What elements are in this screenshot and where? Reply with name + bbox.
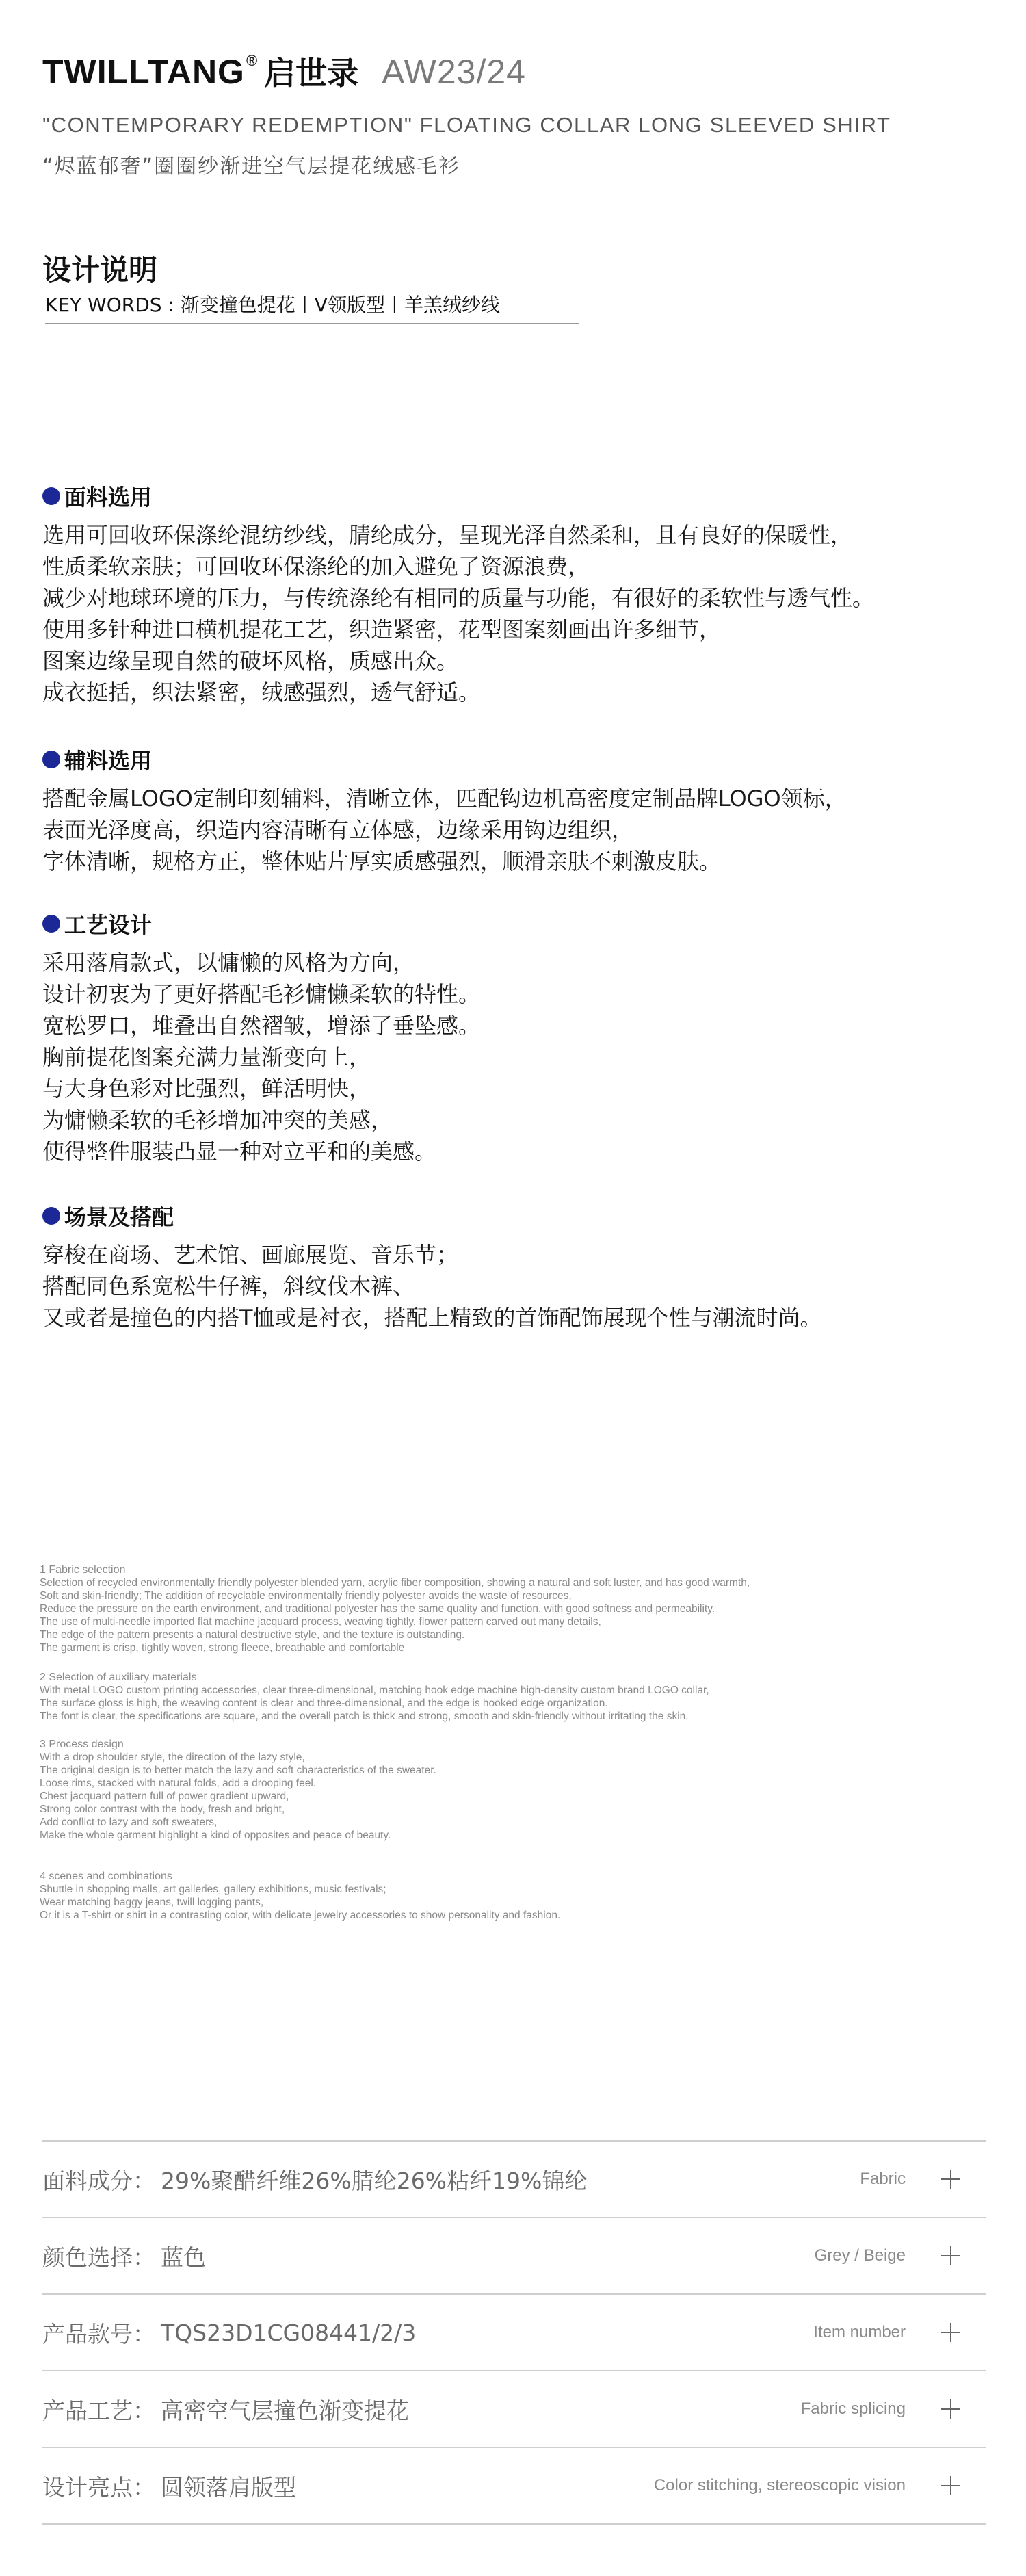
section-line: 穿梭在商场、艺术馆、画廊展览、音乐节； — [42, 1242, 459, 1268]
english-note-fabric — [40, 1563, 997, 1654]
section-line: 搭配金属LOGO定制印刻辅料，清晰立体，匹配钩边机高密度定制品牌LOGO领标， — [42, 785, 847, 811]
section-accessories — [42, 746, 986, 877]
plus-icon[interactable] — [941, 2476, 960, 2495]
section-line: 性质柔软亲肤；可回收环保涤纶的加入避免了资源浪费， — [42, 554, 590, 580]
section-line: 为慵懒柔软的毛衫增加冲突的美感， — [42, 1107, 393, 1133]
section-line: 表面光泽度高，织造内容清晰有立体感，边缘采用钩边组织， — [42, 817, 634, 843]
english-note-line: Loose rims, stacked with natural folds, add a drooping feel. — [40, 1778, 317, 1789]
english-note-heading: 2 Selection of auxiliary materials — [40, 1671, 197, 1683]
spec-value: TQS23D1CG08441/2/3 — [161, 2319, 417, 2346]
english-note-line: With a drop shoulder style, the direction of the lazy style, — [40, 1752, 305, 1763]
spec-value: 蓝色 — [161, 2243, 206, 2271]
section-line: 减少对地球环境的压力，与传统涤纶有相同的质量与功能，有很好的柔软性与透气性。 — [42, 585, 875, 611]
spec-english-label: Color stitching, stereoscopic vision — [653, 2476, 906, 2495]
english-note-line: Soft and skin-friendly; The addition of recyclable environmentally friendly polyester avoids the waste of resources, — [40, 1590, 572, 1602]
section-line: 使用多针种进口横机提花工艺，织造紧密，花型图案刻画出许多细节， — [42, 616, 722, 642]
english-note-line: The original design is to better match the lazy and soft characteristics of the sweater. — [40, 1765, 436, 1776]
spec-list — [42, 2140, 986, 2525]
english-note-line: Chest jacquard pattern full of power gradient upward, — [40, 1791, 289, 1802]
english-note-process — [40, 1738, 997, 1842]
spec-row-item-number[interactable] — [42, 2295, 986, 2371]
section-line: 又或者是撞色的内搭T恤或是衬衣，搭配上精致的首饰配饰展现个性与潮流时尚。 — [42, 1305, 822, 1331]
plus-icon[interactable] — [941, 2246, 960, 2265]
english-note-line: The font is clear, the specifications are square, and the overall patch is thick and strong, smooth and skin-friendly without irritating the skin. — [40, 1710, 689, 1722]
english-note-line: With metal LOGO custom printing accessories, clear three-dimensional, matching hook edge machine high-density custom brand LOGO collar, — [40, 1684, 709, 1696]
plus-icon[interactable] — [941, 2170, 960, 2189]
product-title-cn: “烬蓝郁奢”圈圈纱渐进空气层提花绒感毛衫 — [42, 155, 461, 179]
english-note-line: The surface gloss is high, the weaving content is clear and three-dimensional, and the edge is hooked edge organization. — [40, 1697, 608, 1709]
registered-mark: ® — [246, 52, 258, 69]
english-note-line: Reduce the pressure on the earth environment, and traditional polyester has the same quality and function, with good softness and permeability. — [40, 1603, 715, 1615]
english-note-line: Wear matching baggy jeans, twill logging pants, — [40, 1897, 264, 1908]
english-note-line: The garment is crisp, tightly woven, strong fleece, breathable and comfortable — [40, 1642, 405, 1654]
english-note-line: Or it is a T-shirt or shirt in a contrasting color, with delicate jewelry accessories to show personality and fashion. — [40, 1910, 561, 1921]
english-note-accessories — [40, 1671, 997, 1723]
english-note-line: Make the whole garment highlight a kind of opposites and peace of beauty. — [40, 1830, 391, 1841]
bullet-dot-icon — [42, 751, 60, 768]
keywords-line: KEY WORDS : 渐变撞色提花丨V领版型丨羊羔绒纱线 — [45, 290, 579, 324]
section-title: 工艺设计 — [64, 912, 153, 938]
english-note-line: Shuttle in shopping malls, art galleries, gallery exhibitions, music festivals; — [40, 1884, 386, 1895]
spec-english-label: Item number — [813, 2323, 906, 2341]
brand-logo-latin: TWILLTANG — [42, 53, 245, 91]
season-label: AW23/24 — [382, 53, 526, 91]
section-scenes — [42, 1202, 986, 1333]
spec-label: 面料成分： — [42, 2167, 155, 2194]
bullet-dot-icon — [42, 1207, 60, 1225]
brand-logo-chinese: 启世录 — [264, 55, 359, 92]
section-title: 面料选用 — [64, 484, 153, 510]
spec-value: 29%聚醋纤维26%腈纶26%粘纤19%锦纶 — [161, 2167, 588, 2194]
section-line: 使得整件服装凸显一种对立平和的美感。 — [42, 1139, 437, 1165]
spec-row-fabric[interactable] — [42, 2142, 986, 2218]
english-note-line: Add conflict to lazy and soft sweaters, — [40, 1817, 218, 1828]
section-line: 设计初衷为了更好搭配毛衫慵懒柔软的特性。 — [42, 981, 481, 1007]
spec-label: 颜色选择： — [42, 2243, 155, 2271]
section-line: 与大身色彩对比强烈，鲜活明快， — [42, 1076, 371, 1102]
section-process — [42, 910, 986, 1167]
section-line: 成衣挺括，织法紧密，绒感强烈，透气舒适。 — [42, 679, 481, 705]
section-fabric — [42, 482, 986, 708]
bullet-dot-icon — [42, 915, 60, 933]
plus-icon[interactable] — [941, 2323, 960, 2342]
spec-value: 高密空气层撞色渐变提花 — [161, 2397, 409, 2424]
spec-row-process[interactable] — [42, 2371, 986, 2448]
english-note-heading: 1 Fabric selection — [40, 1564, 126, 1576]
section-line: 图案边缘呈现自然的破坏风格，质感出众。 — [42, 648, 459, 674]
spec-label: 产品工艺： — [42, 2397, 155, 2424]
spec-english-label: Fabric splicing — [800, 2399, 906, 2418]
english-note-line: Strong color contrast with the body, fresh and bright, — [40, 1804, 285, 1815]
spec-row-color[interactable] — [42, 2218, 986, 2295]
section-line: 胸前提花图案充满力量渐变向上， — [42, 1044, 371, 1070]
english-note-heading: 3 Process design — [40, 1739, 124, 1750]
english-note-heading: 4 scenes and combinations — [40, 1871, 172, 1882]
spec-row-highlight[interactable] — [42, 2448, 986, 2525]
spec-value: 圆领落肩版型 — [161, 2473, 296, 2501]
english-note-scenes — [40, 1870, 997, 1922]
design-notes-heading: 设计说明 — [42, 253, 158, 287]
spec-label: 设计亮点： — [42, 2473, 155, 2501]
section-title: 场景及搭配 — [64, 1204, 174, 1230]
section-line: 采用落肩款式，以慵懒的风格为方向， — [42, 950, 415, 976]
plus-icon[interactable] — [941, 2399, 960, 2419]
section-line: 选用可回收环保涤纶混纺纱线，腈纶成分，呈现光泽自然柔和，且有良好的保暖性， — [42, 522, 853, 548]
bullet-dot-icon — [42, 487, 60, 505]
spec-english-label: Fabric — [860, 2170, 906, 2188]
english-note-line: The edge of the pattern presents a natural destructive style, and the texture is outstanding. — [40, 1629, 465, 1641]
spec-english-label: Grey / Beige — [814, 2246, 906, 2265]
section-line: 字体清晰，规格方正，整体贴片厚实质感强烈，顺滑亲肤不刺激皮肤。 — [42, 848, 722, 874]
english-note-line: The use of multi-needle imported flat machine jacquard process, weaving tightly, flower pattern carved out many details, — [40, 1616, 601, 1628]
brand-header — [42, 41, 526, 92]
section-line: 宽松罗口，堆叠出自然褶皱，增添了垂坠感。 — [42, 1013, 481, 1039]
section-line: 搭配同色系宽松牛仔裤，斜纹伐木裤、 — [42, 1273, 415, 1299]
section-title: 辅料选用 — [64, 748, 153, 774]
english-note-line: Selection of recycled environmentally friendly polyester blended yarn, acrylic fiber composition, showing a natural and soft luster, and has good warmth, — [40, 1577, 750, 1589]
product-title-en: "CONTEMPORARY REDEMPTION" FLOATING COLLAR LONG SLEEVED SHIRT — [42, 113, 891, 137]
spec-label: 产品款号： — [42, 2320, 155, 2347]
